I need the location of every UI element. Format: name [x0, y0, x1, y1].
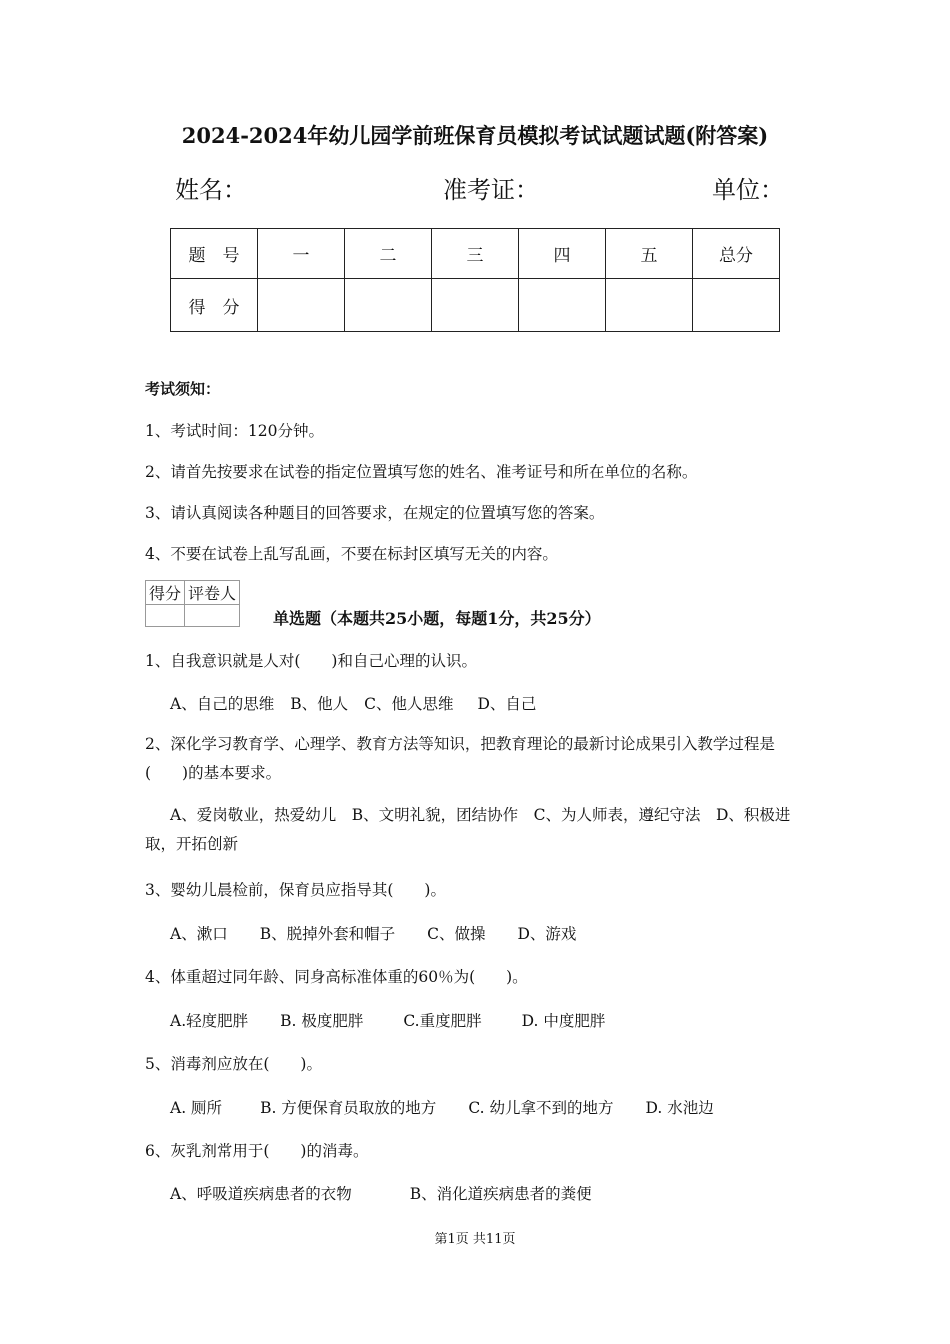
- option[interactable]: A、呼吸道疾病患者的衣物: [170, 1185, 352, 1203]
- grader-reviewer-label: 评卷人: [185, 581, 240, 605]
- option[interactable]: C、做操: [427, 925, 486, 943]
- score-cell[interactable]: [519, 279, 606, 332]
- question-4-options: [170, 1009, 605, 1031]
- option[interactable]: A. 厕所: [170, 1099, 223, 1117]
- option[interactable]: A、自己的思维: [170, 695, 275, 713]
- option[interactable]: B、他人: [290, 695, 349, 713]
- grader-table: [145, 580, 240, 627]
- document-title: 2024-2024年幼儿园学前班保育员模拟考试试题试题(附答案): [181, 123, 769, 148]
- option[interactable]: A.轻度肥胖: [170, 1012, 249, 1030]
- option[interactable]: C、他人思维: [364, 695, 454, 713]
- grader-reviewer-cell[interactable]: [185, 605, 240, 627]
- question-2: 2、深化学习教育学、心理学、教育方法等知识，把教育理论的最新讨论成果引入教学过程是( )的基本要求。: [145, 735, 775, 782]
- score-cell[interactable]: [606, 279, 693, 332]
- score-cell[interactable]: [345, 279, 432, 332]
- option[interactable]: D. 水池边: [645, 1099, 714, 1117]
- question-1: 1、自我意识就是人对( )和自己心理的认识。: [145, 652, 477, 670]
- grader-score-cell[interactable]: [146, 605, 185, 627]
- question-3-options: [170, 922, 576, 944]
- option[interactable]: B、脱掉外套和帽子: [259, 925, 396, 943]
- score-header-cell: 三: [432, 229, 519, 279]
- option[interactable]: D. 中度肥胖: [521, 1012, 606, 1030]
- name-field-label: 姓名：: [175, 176, 247, 204]
- exam-id-field-label: 准考证：: [443, 176, 539, 204]
- score-header-cell: 一: [258, 229, 345, 279]
- question-5-options: [170, 1096, 714, 1118]
- question-6-options: [170, 1182, 592, 1204]
- score-table-header-row: [171, 229, 780, 279]
- option[interactable]: C.重度肥胖: [403, 1012, 482, 1030]
- score-header-cell: 五: [606, 229, 693, 279]
- notice-item: 1、考试时间：120分钟。: [145, 422, 324, 440]
- score-header-cell: 四: [519, 229, 606, 279]
- question-4: 4、体重超过同年龄、同身高标准体重的60％为( )。: [145, 968, 528, 986]
- option[interactable]: B. 极度肥胖: [280, 1012, 364, 1030]
- score-row-label: 得 分: [171, 279, 258, 332]
- notice-heading: 考试须知：: [145, 380, 221, 398]
- option[interactable]: A、漱口: [170, 925, 228, 943]
- question-1-options: [170, 692, 536, 714]
- question-2-options[interactable]: A、爱岗敬业，热爱幼儿 B、文明礼貌，团结协作 C、为人师表，遵纪守法 D、积极进取，开拓创新: [145, 806, 791, 853]
- question-3: 3、婴幼儿晨检前，保育员应指导其( )。: [145, 881, 446, 899]
- question-5: 5、消毒剂应放在( )。: [145, 1055, 322, 1073]
- option[interactable]: C. 幼儿拿不到的地方: [468, 1099, 614, 1117]
- score-cell[interactable]: [432, 279, 519, 332]
- option[interactable]: B. 方便保育员取放的地方: [260, 1099, 437, 1117]
- unit-field-label: 单位：: [712, 176, 784, 204]
- score-header-cell: 总分: [693, 229, 780, 279]
- notice-item: 4、不要在试卷上乱写乱画，不要在标封区填写无关的内容。: [145, 545, 558, 563]
- option[interactable]: B、消化道疾病患者的粪便: [409, 1185, 592, 1203]
- score-header-cell: 二: [345, 229, 432, 279]
- score-cell[interactable]: [258, 279, 345, 332]
- option[interactable]: D、自己: [477, 695, 537, 713]
- score-table-score-row: [171, 279, 780, 332]
- option[interactable]: D、游戏: [517, 925, 577, 943]
- section-title: 单选题（本题共25小题，每题1分，共25分）: [273, 609, 601, 628]
- score-cell[interactable]: [693, 279, 780, 332]
- notice-item: 3、请认真阅读各种题目的回答要求，在规定的位置填写您的答案。: [145, 504, 605, 522]
- score-header-cell: 题 号: [171, 229, 258, 279]
- score-table: [170, 228, 780, 332]
- question-6: 6、灰乳剂常用于( )的消毒。: [145, 1142, 369, 1160]
- page-footer: 第1页 共11页: [434, 1232, 516, 1247]
- notice-item: 2、请首先按要求在试卷的指定位置填写您的姓名、准考证号和所在单位的名称。: [145, 463, 698, 481]
- grader-score-label: 得分: [146, 581, 185, 605]
